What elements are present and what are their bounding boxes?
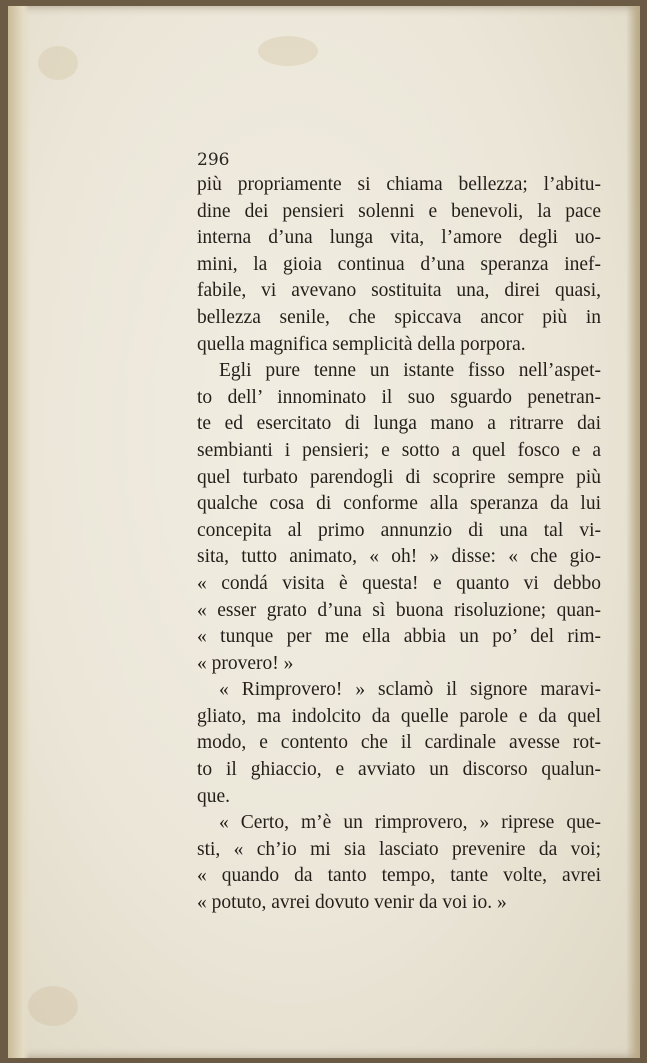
text-line: te ed esercitato di lunga mano a ritrarre dai (197, 413, 601, 435)
text-line: « condá visita è questa! e quanto vi debbo (197, 572, 601, 594)
text-line: « Certo, m’è un rimprovero, » riprese que- (219, 812, 601, 834)
text-line: interna d’una lunga vita, l’amore degli uo- (197, 227, 601, 249)
text-line: Egli pure tenne un istante fisso nell’aspet- (219, 360, 601, 382)
text-line: concepita al primo annunzio di una tal vi- (197, 519, 601, 541)
text-line: « Rimprovero! » sclamò il signore maravi- (219, 679, 601, 701)
text-line: sita, tutto animato, « oh! » disse: « che gio- (197, 546, 601, 568)
text-line: « quando da tanto tempo, tante volte, avrei (197, 865, 601, 887)
text-line: più propriamente si chiama bellezza; l’abitu- (197, 174, 601, 195)
text-line: qualche cosa di conforme alla speranza da lui (197, 493, 601, 515)
text-line: sembianti i pensieri; e sotto a quel fosco e a (197, 439, 601, 461)
text-line: to dell’ innominato il suo sguardo penetran- (197, 386, 601, 408)
text-line: « tunque per me ella abbia un po’ del rim- (197, 626, 601, 648)
text-line: bellezza senile, che spiccava ancor più in (197, 306, 601, 328)
text-line: que. (197, 785, 231, 807)
text-line: dine dei pensieri solenni e benevoli, la pace (197, 200, 601, 222)
body-text (197, 172, 601, 917)
foxing-spot (38, 46, 78, 80)
text-line: gliato, ma indolcito da quelle parole e da quel (197, 705, 601, 727)
book-page (8, 6, 640, 1058)
text-line: « potuto, avrei dovuto venir da voi io. » (197, 892, 507, 914)
text-line: « provero! » (197, 652, 294, 674)
page-gutter (8, 6, 30, 1058)
text-line: to il ghiaccio, e avviato un discorso qualun- (197, 759, 601, 781)
text-line: fabile, vi avevano sostituita una, direi quasi, (197, 280, 601, 302)
text-line: sti, « ch’io mi sia lasciato prevenire da voi; (197, 838, 601, 860)
page-edge (626, 6, 640, 1058)
foxing-spot (258, 36, 318, 66)
text-line: « esser grato d’una sì buona risoluzione; quan- (197, 599, 601, 621)
text-line: quel turbato parendogli di scoprire sempre più (197, 466, 601, 488)
foxing-spot (28, 986, 78, 1026)
page-number: 296 (197, 150, 230, 170)
text-line: quella magnifica semplicità della porpora. (197, 333, 526, 355)
text-line: mini, la gioia continua d’una speranza inef- (197, 253, 601, 275)
text-line: modo, e contento che il cardinale avesse rot- (197, 732, 601, 754)
